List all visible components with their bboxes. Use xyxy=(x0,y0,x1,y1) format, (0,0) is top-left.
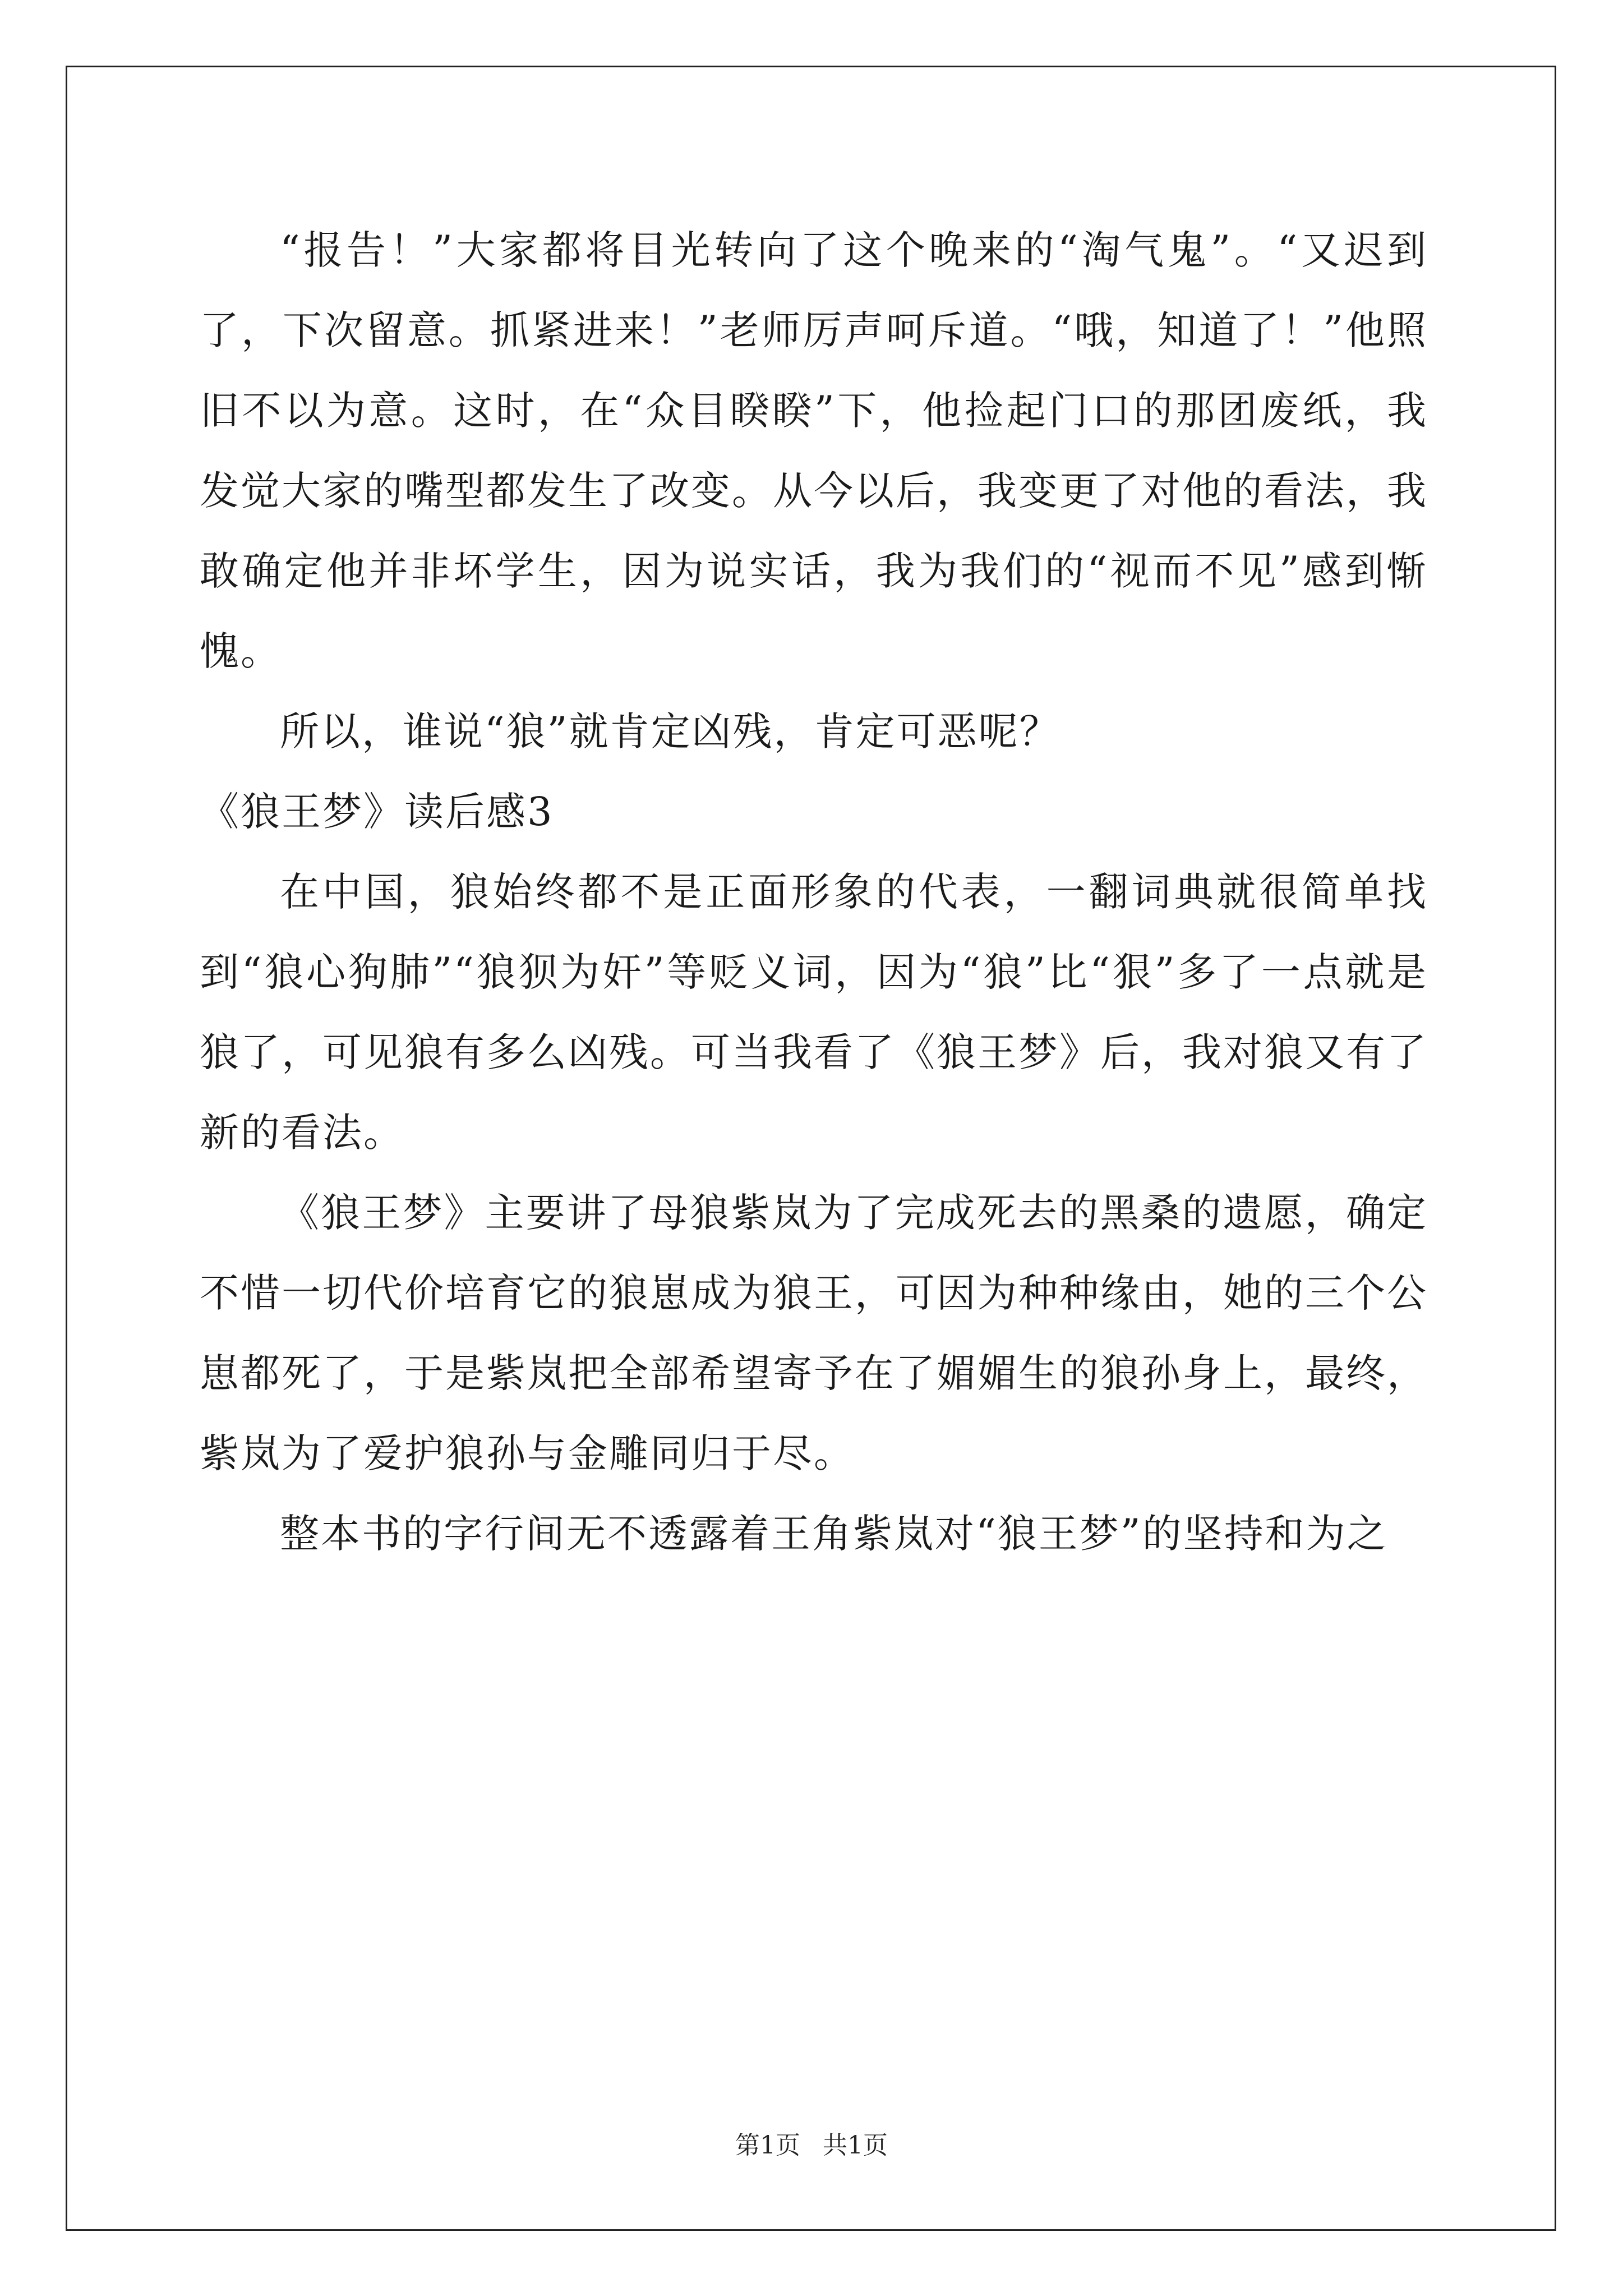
paragraph-2: 所以，谁说“狼”就肯定凶残，肯定可恶呢？ xyxy=(280,708,1061,754)
page-footer xyxy=(0,2129,1623,2162)
paragraph-4: 《狼王梦》主要讲了母狼紫岚为了完成死去的黑桑的遗愿，确定不惜一切代价培育它的狼崽成为狼王，可因为种种缘由，她的三个公崽都死了，于是紫岚把全部希望寄予在了媚媚生的狼孙身上，最终，紫岚为了爱护狼孙与金雕同归于尽。 xyxy=(200,1190,1428,1476)
paragraph-3: 在中国，狼始终都不是正面形象的代表，一翻词典就很简单找到“狼心狗肺”“狼狈为奸”等贬义词，因为“狼”比“狠”多了一点就是狼了，可见狼有多么凶残。可当我看了《狼王梦》后，我对狼又有了新的看法。 xyxy=(200,869,1428,1156)
section-title: 《狼王梦》读后感3 xyxy=(200,789,554,835)
page-number-total: 共1页 xyxy=(823,2131,888,2160)
paragraph-1: “报告！”大家都将目光转向了这个晚来的“淘气鬼”。“又迟到了，下次留意。抓紧进来！”老师厉声呵斥道。“哦，知道了！”他照旧不以为意。这时，在“众目睽睽”下，他捡起门口的那团废纸，我发觉大家的嘴型都发生了改变。从今以后，我变更了对他的看法，我敢确定他并非坏学生，因为说实话，我为我们的“视而不见”感到惭愧。 xyxy=(200,227,1428,674)
page-number-current: 第1页 xyxy=(735,2131,800,2160)
paragraph-5: 整本书的字行间无不透露着王角紫岚对“狼王梦”的坚持和为之 xyxy=(280,1511,1388,1557)
document-body xyxy=(200,210,1428,1574)
